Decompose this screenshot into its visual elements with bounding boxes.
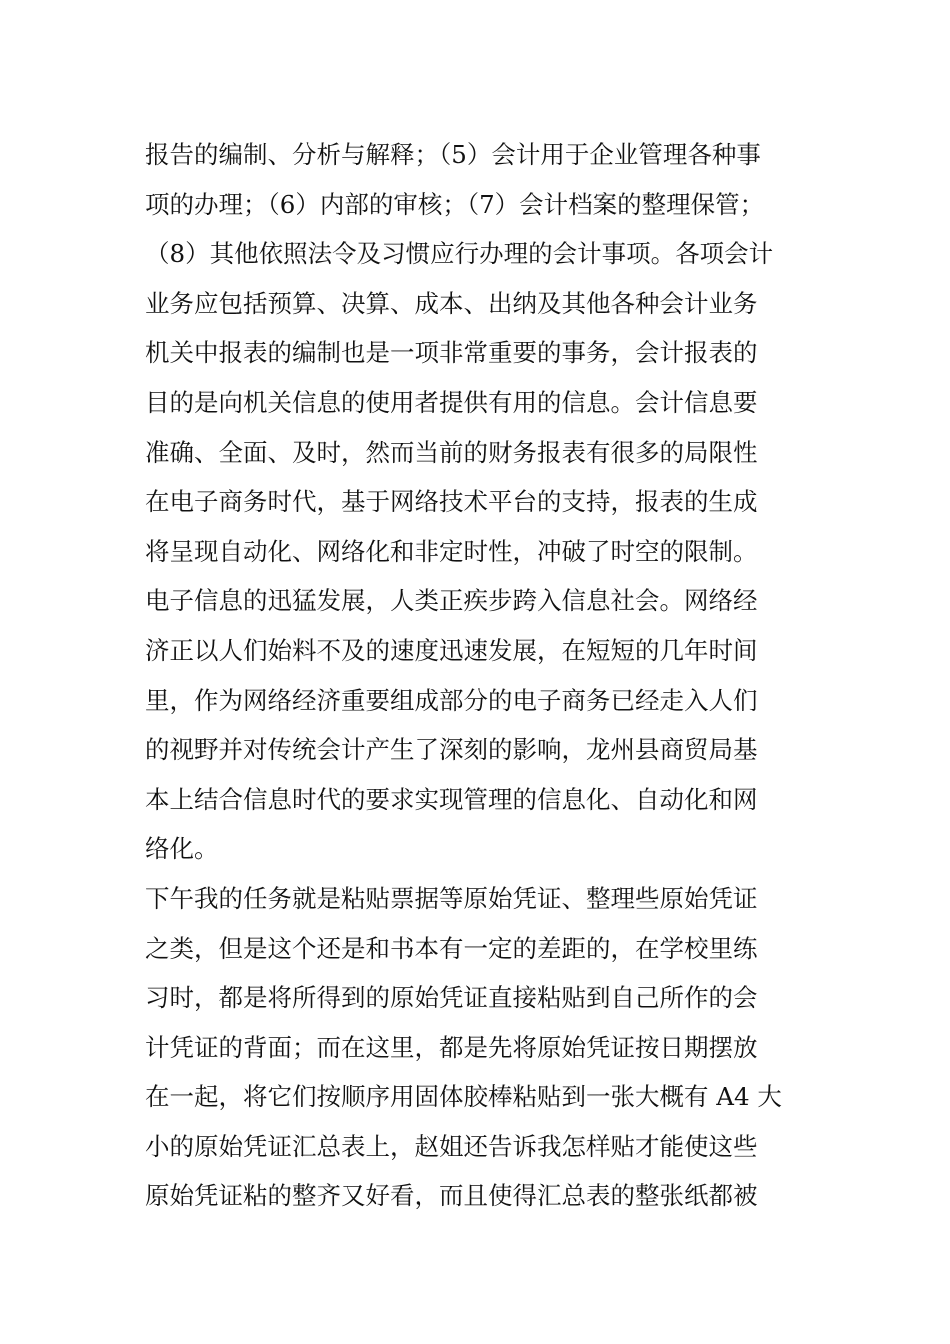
text-line: 之类，但是这个还是和书本有一定的差距的，在学校里练 [145, 933, 758, 963]
text-line: 络化。 [145, 834, 219, 864]
text-line: 项的办理；（6）内部的审核；（7）会计档案的整理保管； [145, 189, 765, 219]
text-line: 准确、全面、及时，然而当前的财务报表有很多的局限性 [145, 437, 758, 467]
text-line: 习时，都是将所得到的原始凭证直接粘贴到自己所作的会 [145, 983, 758, 1013]
text-line: 本上结合信息时代的要求实现管理的信息化、自动化和网 [145, 784, 758, 814]
text-line: 将呈现自动化、网络化和非定时性，冲破了时空的限制。 [145, 536, 758, 566]
text-line: 报告的编制、分析与解释；（5）会计用于企业管理各种事 [145, 140, 761, 169]
text-line: 济正以人们始料不及的速度迅速发展，在短短的几年时间 [145, 635, 758, 665]
text-line: 下午我的任务就是粘贴票据等原始凭证、整理些原始凭证 [145, 883, 758, 913]
text-line: 的视野并对传统会计产生了深刻的影响，龙州县商贸局基 [145, 735, 758, 765]
text-line: 目的是向机关信息的使用者提供有用的信息。会计信息要 [145, 387, 758, 417]
text-line: 小的原始凭证汇总表上，赵姐还告诉我怎样贴才能使这些 [145, 1131, 758, 1161]
text-line: 在一起，将它们按顺序用固体胶棒粘贴到一张大概有 A4 大 [145, 1082, 782, 1112]
text-line: （8）其他依照法令及习惯应行办理的会计事项。各项会计 [145, 239, 774, 269]
text-line: 原始凭证粘的整齐又好看，而且使得汇总表的整张纸都被 [145, 1181, 758, 1211]
body-text [145, 130, 825, 1221]
text-line: 业务应包括预算、决算、成本、出纳及其他各种会计业务 [145, 288, 758, 318]
text-line: 在电子商务时代，基于网络技术平台的支持，报表的生成 [145, 487, 758, 517]
text-line: 计凭证的背面；而在这里，都是先将原始凭证按日期摆放 [145, 1032, 758, 1062]
text-line: 电子信息的迅猛发展，人类正疾步跨入信息社会。网络经 [145, 586, 758, 616]
text-line: 机关中报表的编制也是一项非常重要的事务，会计报表的 [145, 338, 758, 368]
text-line: 里，作为网络经济重要组成部分的电子商务已经走入人们 [145, 685, 758, 715]
